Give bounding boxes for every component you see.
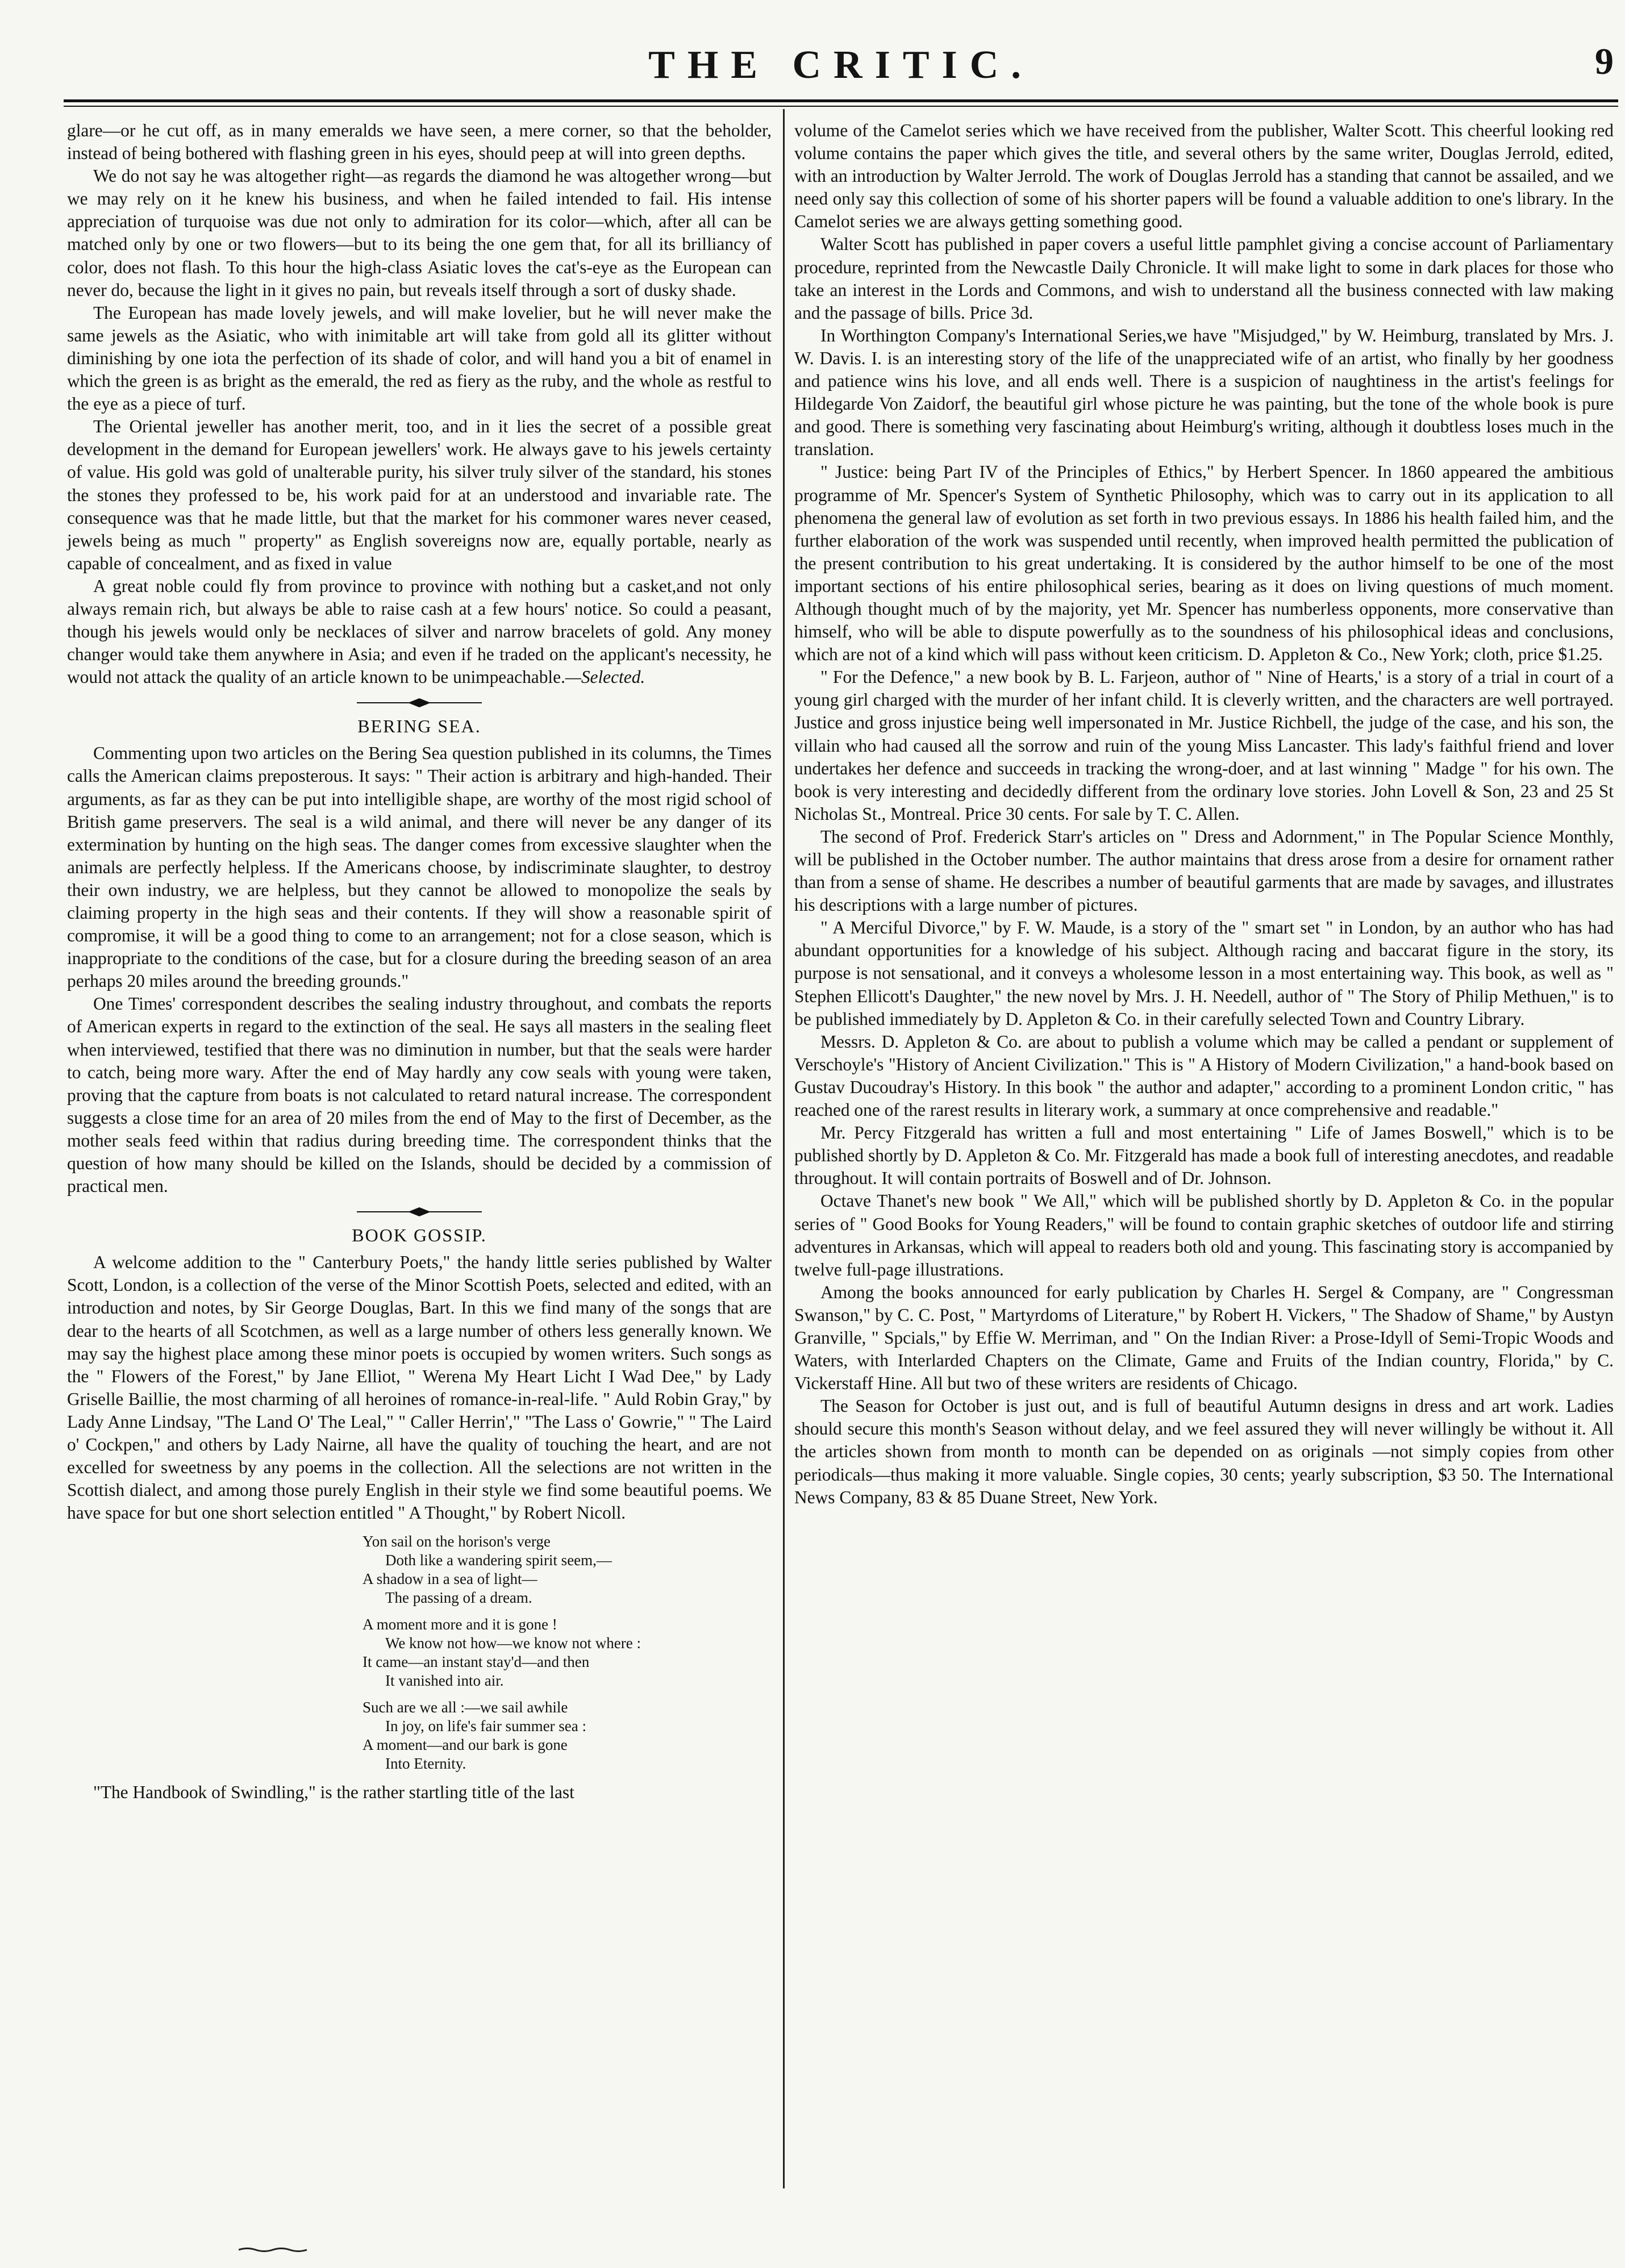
left-column [67, 119, 772, 1804]
page-number: 9 [1595, 41, 1614, 82]
poem-line: The passing of a dream. [385, 1589, 532, 1607]
poem-line: We know not how—we know not where : [385, 1635, 641, 1652]
poem-line: Yon sail on the horison's verge [363, 1533, 551, 1550]
article-paragraph: The second of Prof. Frederick Starr's articles on " Dress and Adornment," in The Popular Science Monthly, will be published in the October number. The author maintains that dress arose from a desire for ornament rather than from a sense of shame. He describes a number of beautiful garments that are made by savages, and illustrates his descriptions with a large number of pictures. [794, 826, 1614, 915]
ornament-rule-icon [351, 697, 488, 709]
book-gossip-heading: BOOK GOSSIP. [352, 1225, 487, 1246]
poem-line: A moment—and our bark is gone [363, 1736, 568, 1754]
poem-a-thought [363, 1532, 772, 1773]
poem-line: It vanished into air. [385, 1672, 504, 1690]
header-rule-thin [64, 106, 1618, 107]
poem-stanza [363, 1532, 772, 1607]
poem-line: A moment more and it is gone ! [363, 1616, 557, 1633]
article-paragraph: volume of the Camelot series which we have received from the publisher, Walter Scott. This cheerful looking red volume contains the paper which gives the title, and several others by the same writer, Douglas Jerrold, edited, with an introduction by Walter Jerrold. The work of Douglas Jerrold has a standing that cannot be assailed, and we need only say this collection of some of his shorter papers will be found a valuable addition to one's library. In the Camelot series we are always getting something good. [794, 120, 1614, 232]
article-paragraph: glare—or he cut off, as in many emeralds we have seen, a mere corner, so that the beholder, instead of being bothered with flashing green in his eyes, should peep at will into green depths. [67, 120, 772, 164]
poem-line: It came—an instant stay'd—and then [363, 1653, 590, 1671]
bering-sea-heading: BERING SEA. [357, 716, 481, 737]
article-paragraph: In Worthington Company's International Series,we have "Misjudged," by W. Heimburg, translated by Mrs. J. W. Davis. I. is an interesting story of the life of the unappreciated wife of an artist, who finally by her goodness and patience wins his love, and all ends well. There is a suspicion of naughtiness in the artist's feelings for Hildegarde Von Zaidorf, the beautiful girl whose picture he was painting, but the tone of the whole book is pure and good. There is something very fascinating about Heimburg's writing, although it doubtless loses much in the translation. [794, 325, 1614, 460]
poem-line: Such are we all :—we sail awhile [363, 1699, 568, 1716]
poem-line: Doth like a wandering spirit seem,— [385, 1552, 612, 1569]
article-paragraph: Commenting upon two articles on the Bering Sea question published in its columns, the Times calls the American claims preposterous. It says: " Their action is arbitrary and high-handed. Their arguments, as far as they can be put into intelligible shape, are worthy of the most rigid school of British game preservers. The seal is a wild animal, and there will never be any danger of its extermination by hunting on the high seas. The danger comes from excessive slaughter when the animals are perfectly helpless. If the Americans choose, by indiscriminate slaughter, to destroy their own industry, we are helpless, but they cannot be allowed to monopolize the seals by claiming property in the high seas and their contents. If they will show a reasonable spirit of compromise, it will be a good thing to come to an arrangement; not for a close season, which is inappropriate to the conditions of the case, but for a closure during the breeding season of an area perhaps 20 miles around the breeding grounds." [67, 743, 772, 991]
article-paragraph: We do not say he was altogether right—as regards the diamond he was altogether wrong—but we may rely on it he knew his business, and when he failed intended to fail. His intense appreciation of turquoise was due not only to admiration for its color—which, after all can be matched only by one or two flowers—but to its being the one gem that, for all its brilliancy of color, does not flash. To this hour the high-class Asiatic loves the cat's-eye as the European can never do, because the light in it gives no pain, but reveals itself through a sort of dusky shade. [67, 166, 772, 300]
header-rule-thick [64, 99, 1618, 102]
poem-line: A shadow in a sea of light— [363, 1570, 538, 1588]
article-paragraph: " Justice: being Part IV of the Principles of Ethics," by Herbert Spencer. In 1860 appeared the ambitious programme of Mr. Spencer's System of Synthetic Philosophy, which was to carry out in its application to all phenomena the general law of evolution as set forth in two previous essays. In 1886 his health failed him, and the further elaboration of the work was suspended until recently, when improved health permitted the publication of the present contribution to his great undertaking. It is considered by the author himself to be one of the most important sections of his entire philosophical series, bearing as it does on living questions of much moment. Although thought much of by the majority, yet Mr. Spencer has numberless opponents, more conservative than himself, who will be able to dispute powerfully as to the soundness of his philosophical ideas and conclusions, which are not of a kind which will pass without keen criticism. D. Appleton & Co., New York; cloth, price $1.25. [794, 462, 1614, 665]
article-paragraph: The Oriental jeweller has another merit, too, and in it lies the secret of a possible great development in the demand for European jewellers' work. He always gave to his jewels certainty of value. His gold was gold of unalterable purity, his silver truly silver of the standard, his stones the stones they professed to be, his work paid for at an understood and invariable rate. The consequence was that he made little, but that the market for his commoner wares never ceased, jewels being as much " property" as English sovereigns now are, equally portable, nearly as capable of concealment, and as fixed in value [67, 416, 772, 573]
article-paragraph: " For the Defence," a new book by B. L. Farjeon, author of " Nine of Hearts,' is a story of a trial in court of a young girl charged with the murder of her infant child. It is cleverly written, and the characters are well portrayed. Justice and gross injustice being well impersonated in Mr. Justice Richbell, the judge of the case, and his son, the villain who had caused all the sorrow and ruin of the young Miss Lancaster. This lady's faithful friend and lover undertakes her defence and succeeds in tracking the wrong-doer, and at last winning " Madge " for his own. The book is very interesting and decidedly different from the ordinary love stories. John Lovell & Son, 23 and 25 St Nicholas St., Montreal. Price 30 cents. For sale by T. C. Allen. [794, 667, 1614, 824]
poem-line: In joy, on life's fair summer sea : [385, 1717, 587, 1735]
article-paragraph: The European has made lovely jewels, and will make lovelier, but he will never make the same jewels as the Asiatic, who with inimitable art will take from gold all its glitter without diminishing by one iota the perfection of its shade of color, and will hand you a bit of enamel in which the green is as bright as the emerald, the red as fiery as the ruby, and the whole as restful to the eye as a piece of turf. [67, 302, 772, 414]
ornament-rule-icon [351, 1206, 488, 1218]
column-divider [783, 109, 785, 2188]
article-paragraph: Octave Thanet's new book " We All," which will be published shortly by D. Appleton & Co. in the popular series of " Good Books for Young Readers," will be found to contain graphic sketches of outdoor life and stirring adventures in Arkansas, which will appeal to readers both old and young. This fascinating story is accompanied by twelve full-page illustrations. [794, 1191, 1614, 1279]
article-paragraph: A welcome addition to the " Canterbury Poets," the handy little series published by Walter Scott, London, is a collection of the verse of the Minor Scottish Poets, selected and edited, with an introduction and notes, by Sir George Douglas, Bart. In this we find many of the songs that are dear to the hearts of all Scotchmen, as well as a large number of others less generally known. We may say the highest place among these minor poets is occupied by women writers. Such songs as the " Flowers of the Forest," by Jane Elliot, " Werena My Heart Licht I Wad Dee," by Lady Griselle Baillie, the most charming of all heroines of romance-in-real-life. " Auld Robin Gray," by Lady Anne Lindsay, "The Land O' The Leal," " Caller Herrin'," "The Lass o' Gowrie," " The Laird o' Cockpen," and others by Lady Nairne, all have the quality of touching the heart, and are not excelled for sweetness by any poems in the collection. All the selections are not written in the Scottish dialect, and among those purely English in their style we find some beautiful poems. We have space for but one short selection entitled " A Thought," by Robert Nicoll. [67, 1252, 772, 1523]
selected-signoff: —Selected. [565, 667, 645, 687]
poem-stanza [363, 1615, 772, 1690]
masthead [64, 30, 1618, 101]
article-paragraph: " A Merciful Divorce," by F. W. Maude, is a story of the " smart set " in London, by an author who has had abundant opportunities for a knowledge of his subject. Although racing and baccarat figure in the story, its purpose is not sensational, and it conveys a wholesome lesson in a most entertaining way. This book, as well as " Stephen Ellicott's Daughter," the new novel by Mrs. J. H. Needell, author of " The Story of Philip Methuen," is to be published immediately by D. Appleton & Co. in their carefully selected Town and Country Library. [794, 918, 1614, 1029]
article-paragraph: Among the books announced for early publication by Charles H. Sergel & Company, are " Congressman Swanson," by C. C. Post, " Martyrdoms of Literature," by Robert H. Vickers, " The Shadow of Shame," by Austyn Granville, " Spcials," by Effie W. Merriman, and " On the Indian River: a Prose-Idyll of Semi-Tropic Woods and Waters, with Interlarded Chapters on the Climate, Game and Fruits of the Indian country, Florida," by C. Vickerstaff Hine. All but two of these writers are residents of Chicago. [794, 1282, 1614, 1394]
article-paragraph: Walter Scott has published in paper covers a useful little pamphlet giving a concise account of Parliamentary procedure, reprinted from the Newcastle Daily Chronicle. It will make light to some in dark places for those who take an interest in the Lords and Commons, and wish to understand all the business connected with law making and the passage of bills. Price 3d. [794, 234, 1614, 323]
article-paragraph: One Times' correspondent describes the sealing industry throughout, and combats the reports of American experts in regard to the extinction of the seal. He says all masters in the sealing fleet when interviewed, testified that there was no diminution in number, but that the seals were harder to catch, being more wary. After the end of May hardly any cow seals with young were taken, proving that the capture from boats is not calculated to retard natural increase. The correspondent suggests a close time for an area of 20 miles from the end of May to the first of December, as the mother seals feed within that radius during breeding time. The correspondent thinks that the question of how many should be killed on the Islands, should be decided by a commission of practical men. [67, 994, 772, 1196]
poem-line: Into Eternity. [385, 1755, 466, 1773]
article-paragraph: The Season for October is just out, and is full of beautiful Autumn designs in dress and art work. Ladies should secure this month's Season without delay, and we feel assured they will never willingly be without it. All the articles shown from month to month can be depended on as originals —not simply copies from other periodicals—thus making it more valuable. Single copies, 30 cents; yearly subscription, $3 50. The International News Company, 83 & 85 Duane Street, New York. [794, 1396, 1614, 1507]
article-paragraph: Mr. Percy Fitzgerald has written a full and most entertaining " Life of James Boswell," which is to be published shortly by D. Appleton & Co. Mr. Fitzgerald has made a book full of interesting anecdotes, and readable throughout. It will contain portraits of Boswell and of Dr. Johnson. [794, 1123, 1614, 1189]
article-paragraph: Messrs. D. Appleton & Co. are about to publish a volume which may be called a pendant or supplement of Verschoyle's "History of Ancient Civilization." This is " A History of Modern Civilization," a hand-book based on Gustav Ducoudray's History. In this book " the author and adapter," according to a prominent London critic, " has reached one of the rarest results in literary work, a summary at once comprehensive and readable." [794, 1031, 1614, 1120]
right-column [794, 119, 1614, 1509]
article-paragraph: "The Handbook of Swindling," is the rather startling title of the last [93, 1782, 574, 1803]
poem-stanza [363, 1698, 772, 1773]
section-ornament [67, 692, 772, 709]
article-paragraph [67, 575, 772, 689]
paragraph-text: A great noble could fly from province to province with nothing but a casket,and not only always remain rich, but always be able to raise cash at a few hours' notice. So could a peasant, though his jewels would only be necklaces of silver and narrow bracelets of gold. Any money changer would take them anywhere in Asia; and even if he traded on the applicant's necessity, he would not attack the quality of an article known to be unimpeachable. [67, 576, 772, 687]
newspaper-title: THE CRITIC. [648, 43, 1034, 87]
section-ornament [67, 1201, 772, 1218]
printer-mark-icon [239, 2247, 312, 2253]
